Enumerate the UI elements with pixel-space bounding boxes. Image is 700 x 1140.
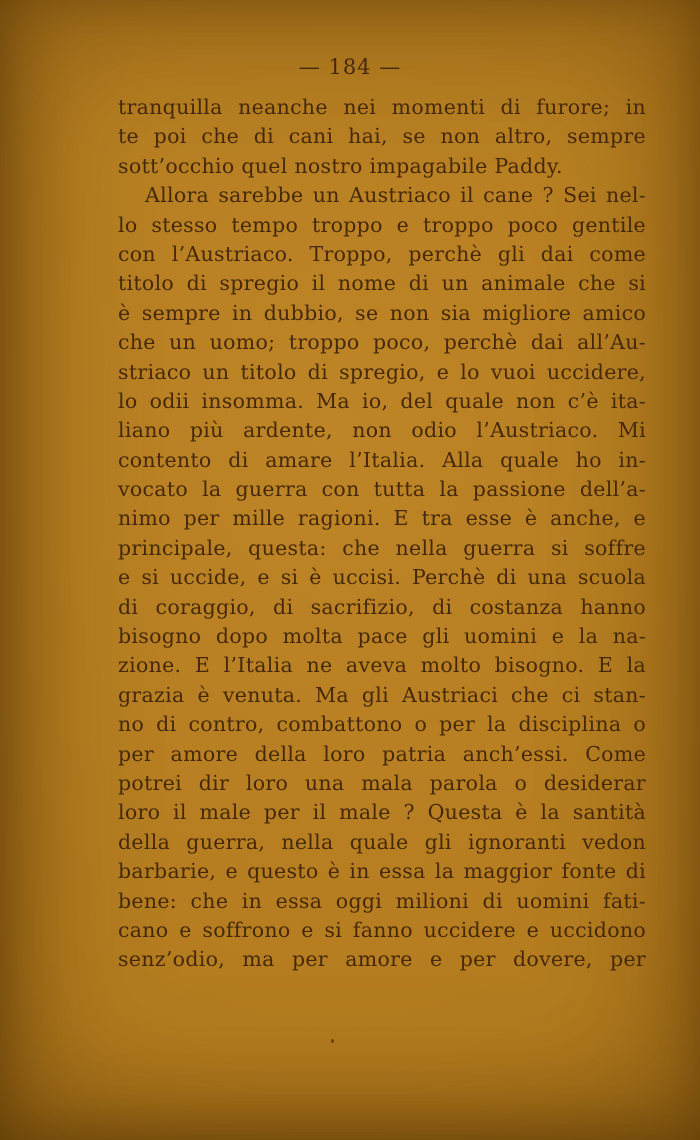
text-line: liano più ardente, non odio l’Austriaco. Mi [118, 418, 646, 443]
text-line: barbarie, e questo è in essa la maggior fonte di [118, 859, 646, 884]
text-line: tranquilla neanche nei momenti di furore; in [118, 95, 646, 119]
text-line: e si uccide, e si è uccisi. Perchè di una scuola [118, 565, 646, 590]
text-line: della guerra, nella quale gli ignoranti vedon [118, 829, 646, 854]
text-line: te poi che di cani hai, se non altro, sempre [118, 124, 646, 149]
text-line: loro il male per il male ? Questa è la santità [118, 800, 646, 825]
text-line: lo stesso tempo troppo e troppo poco gentile [118, 212, 646, 237]
page-text [118, 93, 646, 975]
text-line: vocato la guerra con tutta la passione dell’a- [118, 477, 646, 502]
text-line: senz’odio, ma per amore e per dovere, per [118, 947, 646, 972]
text-line: striaco un titolo di spregio, e lo vuoi uccidere, [118, 359, 646, 384]
text-line: bisogno dopo molta pace gli uomini e la na- [118, 624, 646, 649]
text-line: che un uomo; troppo poco, perchè dai all’Au- [118, 330, 646, 355]
text-line: con l’Austriaco. Troppo, perchè gli dai come [118, 241, 646, 266]
ink-speck [331, 1039, 334, 1043]
text-line: lo odii insomma. Ma io, del quale non c’è ita- [118, 388, 646, 413]
text-line: bene: che in essa oggi milioni di uomini fati- [118, 888, 646, 913]
text-line: di coraggio, di sacrifizio, di costanza hanno [118, 594, 646, 619]
text-line: è sempre in dubbio, se non sia migliore amico [118, 300, 646, 325]
text-line: cano e soffrono e si fanno uccidere e uccidono [118, 917, 646, 942]
text-line: potrei dir loro una mala parola o desiderar [118, 770, 646, 795]
text-line: Allora sarebbe un Austriaco il cane ? Sei nel- [145, 183, 646, 208]
text-line: contento di amare l’Italia. Alla quale ho in- [118, 447, 646, 472]
text-line: nimo per mille ragioni. E tra esse è anche, e [118, 506, 646, 531]
text-line: per amore della loro patria anch’essi. Come [118, 741, 646, 766]
text-line: grazia è venuta. Ma gli Austriaci che ci stan- [118, 682, 646, 707]
text-line: zione. E l’Italia ne aveva molto bisogno. E la [118, 653, 646, 678]
text-line: no di contro, combattono o per la disciplina o [118, 712, 646, 737]
page-number: — 184 — [298, 55, 402, 79]
text-line: titolo di spregio il nome di un animale che si [118, 271, 646, 296]
text-line: sott’occhio quel nostro impagabile Paddy. [118, 153, 563, 178]
text-line: principale, questa: che nella guerra si soffre [118, 535, 646, 560]
